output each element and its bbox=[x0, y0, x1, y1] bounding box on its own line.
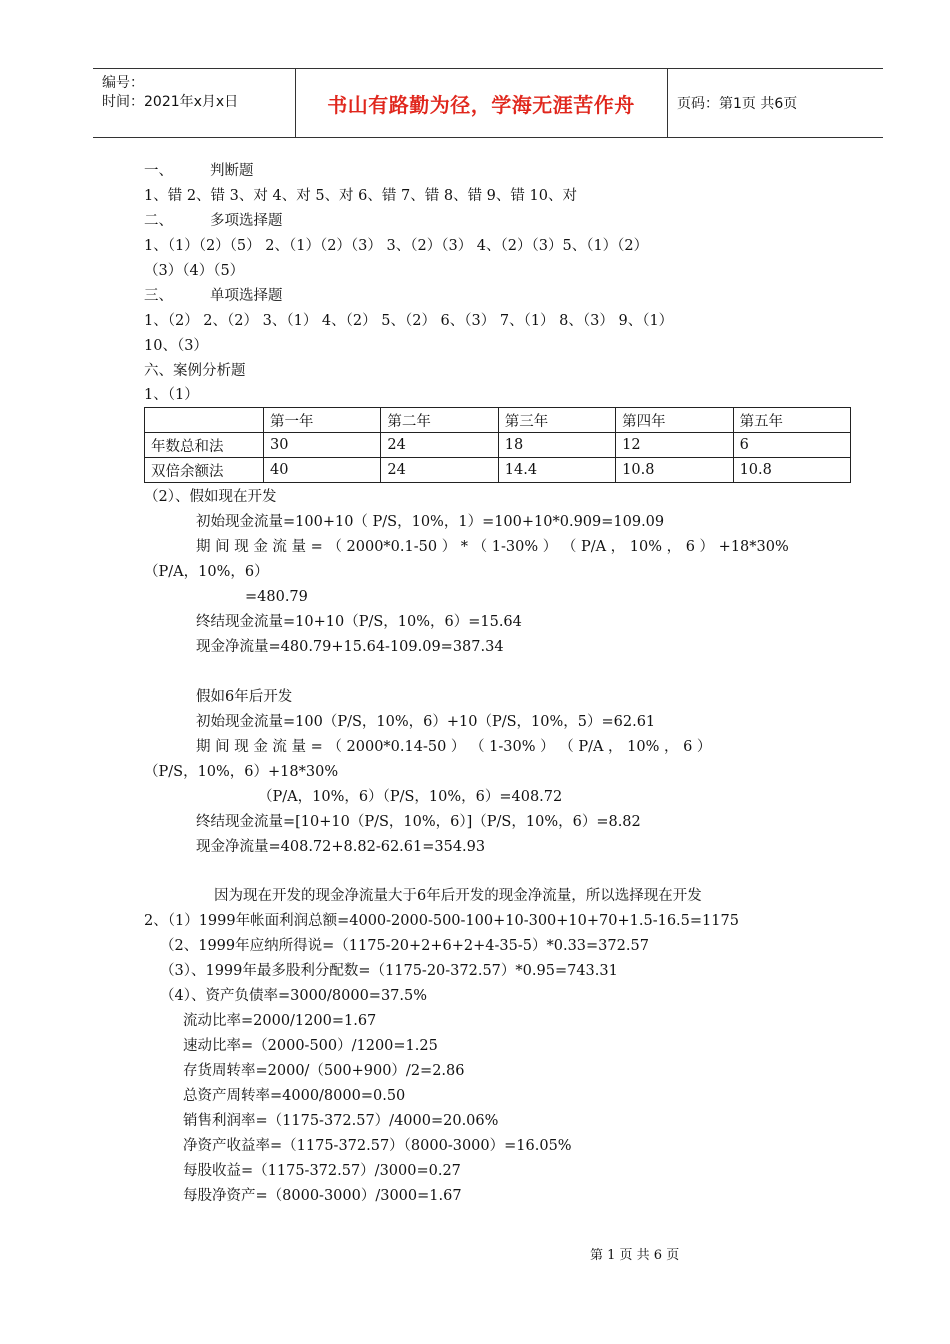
section-2-number: 二、 bbox=[144, 213, 173, 229]
header-meta bbox=[93, 69, 296, 137]
section-2-answers-2: （3）（4）（5） bbox=[144, 263, 245, 279]
table-header-cell: 第四年 bbox=[616, 408, 733, 433]
page-footer: 第 1 页 共 6 页 bbox=[590, 1248, 680, 1263]
section-2-answers-1: 1、（1）（2）（5） 2、（1）（2）（3） 3、（2）（3） 4、（2）（3）5、（1）（2） bbox=[144, 238, 649, 254]
question-1-label: 1、（1） bbox=[144, 387, 199, 403]
table-cell: 10.8 bbox=[616, 458, 733, 483]
table-row bbox=[145, 458, 851, 483]
case2-line: 2、（1）1999年帐面利润总额=4000-2000-500-100+10-300+10+70+1.5-16.5=1175 bbox=[144, 913, 739, 929]
table-header-cell bbox=[145, 408, 264, 433]
table-cell: 双倍余额法 bbox=[145, 458, 264, 483]
case1-line: 终结现金流量=10+10（P/S，10%，6）=15.64 bbox=[196, 614, 522, 630]
section-3-heading bbox=[144, 286, 283, 306]
case1-line: 现金净流量=480.79+15.64-109.09=387.34 bbox=[196, 639, 504, 655]
section-3-title: 单项选择题 bbox=[210, 288, 283, 304]
table-header-cell: 第五年 bbox=[733, 408, 850, 433]
header-page-label: 页码：第1页 共6页 bbox=[677, 96, 798, 112]
case1-line: （P/A，10%，6） bbox=[144, 564, 269, 580]
case1-line: （P/A，10%，6）（P/S，10%，6）=408.72 bbox=[258, 789, 563, 805]
case1-line: 期 间 现 金 流 量 = （ 2000*0.14-50 ） （ 1-30% ） （ P/A ， 10% ， 6 ） bbox=[196, 739, 712, 755]
section-1-heading bbox=[144, 161, 254, 181]
section-3-answers-2: 10、（3） bbox=[144, 338, 208, 354]
table-cell: 30 bbox=[264, 433, 381, 458]
section-6-heading: 六、案例分析题 bbox=[144, 363, 246, 379]
case1-line: 初始现金流量=100+10（ P/S，10%，1）=100+10*0.909=109.09 bbox=[196, 514, 665, 530]
case2-line: 存货周转率=2000/（500+900）/2=2.86 bbox=[183, 1063, 465, 1079]
time-label: 时间：2021年x月x日 bbox=[102, 94, 239, 110]
depreciation-table bbox=[144, 407, 851, 483]
case1-line: 初始现金流量=100（P/S，10%，6）+10（P/S，10%，5）=62.61 bbox=[196, 714, 656, 730]
section-1-answers: 1、错 2、错 3、对 4、对 5、对 6、错 7、错 8、错 9、错 10、对 bbox=[144, 188, 577, 204]
case2-line: （3）、1999年最多股利分配数=（1175-20-372.57）*0.95=743.31 bbox=[160, 963, 618, 979]
case2-line: 流动比率=2000/1200=1.67 bbox=[183, 1013, 377, 1029]
case1-line: 期 间 现 金 流 量 = （ 2000*0.1-50 ） * （ 1-30% ） （ P/A ， 10% ， 6 ） +18*30% bbox=[196, 539, 789, 555]
case2-line: 速动比率=（2000-500）/1200=1.25 bbox=[183, 1038, 438, 1054]
table-header-cell: 第一年 bbox=[264, 408, 381, 433]
section-1-number: 一、 bbox=[144, 163, 173, 179]
table-cell: 14.4 bbox=[498, 458, 615, 483]
page-header bbox=[93, 68, 883, 138]
table-cell: 40 bbox=[264, 458, 381, 483]
header-motto: 书山有路勤为径，学海无涯苦作舟 bbox=[295, 69, 668, 137]
case2-line: （4）、资产负债率=3000/8000=37.5% bbox=[160, 988, 428, 1004]
case1-line: 现金净流量=408.72+8.82-62.61=354.93 bbox=[196, 839, 486, 855]
table-header-cell: 第二年 bbox=[381, 408, 498, 433]
case1-line: =480.79 bbox=[245, 589, 308, 605]
case2-line: 净资产收益率=（1175-372.57）（8000-3000）=16.05% bbox=[183, 1138, 572, 1154]
section-2-heading bbox=[144, 211, 283, 231]
table-row bbox=[145, 433, 851, 458]
case2-line: 销售利润率=（1175-372.57）/4000=20.06% bbox=[183, 1113, 499, 1129]
case2-line: （2、1999年应纳所得说=（1175-20+2+6+2+4-35-5）*0.33=372.57 bbox=[160, 938, 649, 954]
table-cell: 18 bbox=[498, 433, 615, 458]
case1-line: （P/S，10%，6）+18*30% bbox=[144, 764, 339, 780]
table-cell: 12 bbox=[616, 433, 733, 458]
case1-conclusion: 因为现在开发的现金净流量大于6年后开发的现金净流量，所以选择现在开发 bbox=[214, 888, 702, 904]
table-cell: 6 bbox=[733, 433, 850, 458]
section-3-number: 三、 bbox=[144, 288, 173, 304]
table-cell: 年数总和法 bbox=[145, 433, 264, 458]
table-cell: 24 bbox=[381, 458, 498, 483]
case1-line: 终结现金流量=[10+10（P/S，10%，6）]（P/S，10%，6）=8.82 bbox=[196, 814, 641, 830]
table-header-cell: 第三年 bbox=[498, 408, 615, 433]
case2-line: 总资产周转率=4000/8000=0.50 bbox=[183, 1088, 406, 1104]
case1-line: 假如6年后开发 bbox=[196, 689, 293, 705]
code-label: 编号： bbox=[102, 75, 144, 91]
case2-line: 每股净资产=（8000-3000）/3000=1.67 bbox=[183, 1188, 462, 1204]
section-3-answers-1: 1、（2） 2、（2） 3、（1） 4、（2） 5、（2） 6、（3） 7、（1） 8、（3） 9、（1） bbox=[144, 313, 674, 329]
section-1-title: 判断题 bbox=[210, 163, 254, 179]
table-header-row bbox=[145, 408, 851, 433]
table-cell: 10.8 bbox=[733, 458, 850, 483]
section-2-title: 多项选择题 bbox=[210, 213, 283, 229]
table-cell: 24 bbox=[381, 433, 498, 458]
case2-line: 每股收益=（1175-372.57）/3000=0.27 bbox=[183, 1163, 461, 1179]
case1-line: （2）、假如现在开发 bbox=[144, 489, 277, 505]
